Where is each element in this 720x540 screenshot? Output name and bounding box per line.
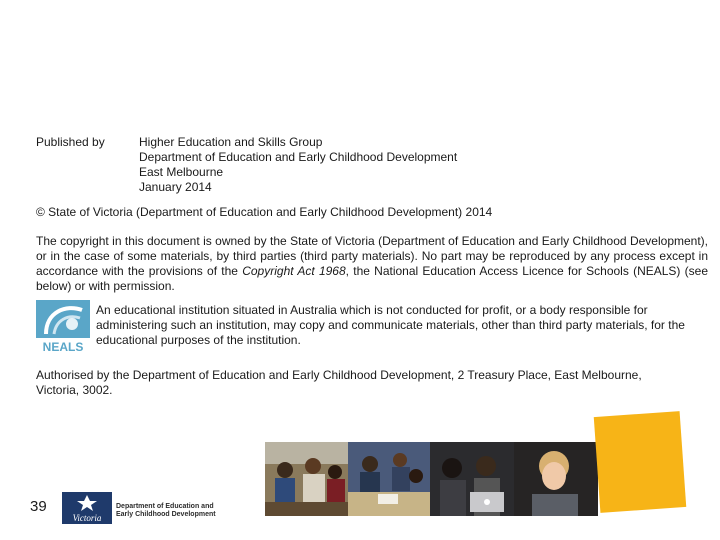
publisher-line-4: January 2014 xyxy=(139,180,212,194)
paragraph-text-before: The copyright in this document is owned by the State of Victoria (Department of Education and Early Childhood Development), or in the case of some materials, by third parties (third party materials). No part may be reproduced by any process except in accordance with the provisions of the xyxy=(36,234,708,278)
photo-student-smiling xyxy=(514,442,598,516)
neals-logo-text: NEALS xyxy=(42,340,84,354)
victoria-logo-text: Victoria xyxy=(72,513,102,523)
department-line-1: Department of Education and xyxy=(116,503,214,510)
yellow-accent-square xyxy=(594,411,686,513)
photo-students-classroom xyxy=(265,442,348,516)
publisher-label: Published by xyxy=(36,135,105,149)
neals-logo xyxy=(36,300,90,354)
department-name xyxy=(116,503,216,519)
publisher-line-2: Department of Education and Early Childhood Development xyxy=(139,150,458,164)
publisher-line-1: Higher Education and Skills Group xyxy=(139,135,323,149)
act-title: Copyright Act 1968 xyxy=(242,264,346,278)
copyright-paragraph xyxy=(36,234,708,294)
photo-students-desk xyxy=(348,442,430,516)
department-line-2: Early Childhood Development xyxy=(116,511,216,518)
page-number: 39 xyxy=(30,498,47,515)
neals-statement: An educational institution situated in Australia which is not conducted for profit, or a body responsible for administering such an institution, may copy and communicate materials, other than third party materials, for the educational purposes of the institution. xyxy=(96,303,685,347)
paragraph-text-after: , the National Education Access Licence for Schools (NEALS) (see below) or with permission. xyxy=(36,264,708,293)
victoria-logo xyxy=(62,492,112,524)
copyright-line: © State of Victoria (Department of Education and Early Childhood Development) 2014 xyxy=(36,205,493,219)
publisher-line-3: East Melbourne xyxy=(139,165,224,179)
photo-student-laptop xyxy=(430,442,514,516)
authorised-statement: Authorised by the Department of Education and Early Childhood Development, 2 Treasury Place, East Melbourne, Victoria, 3002. xyxy=(36,368,642,397)
publisher-details xyxy=(139,135,457,195)
